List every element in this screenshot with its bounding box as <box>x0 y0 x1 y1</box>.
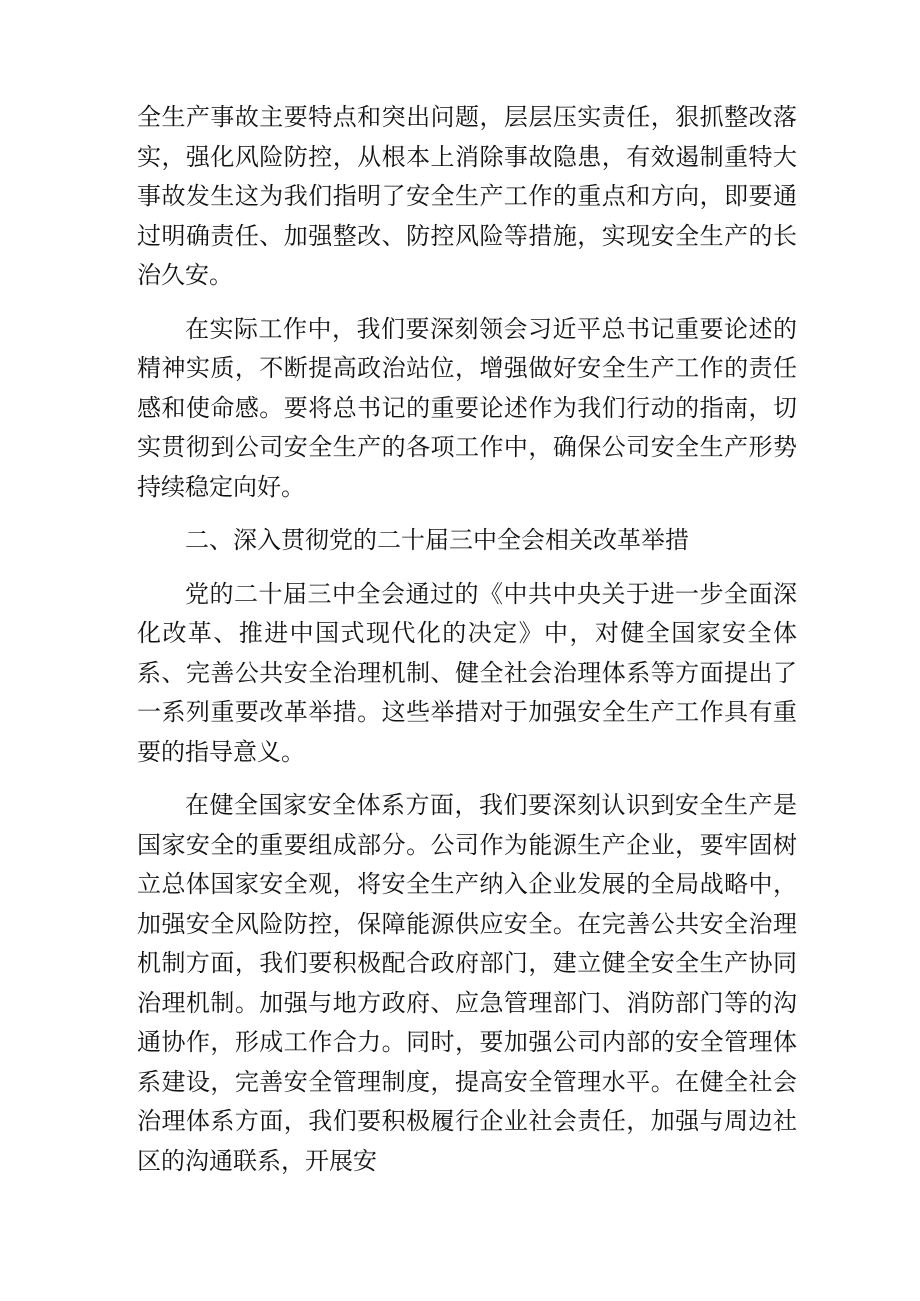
document-body <box>137 98 797 1181</box>
paragraph-gap <box>137 561 797 575</box>
paragraph-national-security: 在健全国家安全体系方面，我们要深刻认识到安全生产是国家安全的重要组成部分。公司作为能源生产企业，要牢固树立总体国家安全观，将安全生产纳入企业发展的全局战略中，加强安全风险防控，保障能源供应安全。在完善公共安全治理机制方面，我们要积极配合政府部门，建立健全安全生产协同治理机制。加强与地方政府、应急管理部门、消防部门等的沟通协作，形成工作合力。同时，要加强公司内部的安全管理体系建设，完善安全管理制度，提高安全管理水平。在健全社会治理体系方面，我们要积极履行企业社会责任，加强与周边社区的沟通联系，开展安 <box>137 791 797 1175</box>
paragraph-third-plenum: 党的二十届三中全会通过的《中共中央关于进一步全面深化改革、推进中国式现代化的决定》中，对健全国家安全体系、完善公共安全治理机制、健全社会治理体系等方面提出了一系列重要改革举措。这些举措对于加强安全生产工作具有重要的指导意义。 <box>137 579 797 766</box>
paragraph-continued: 全生产事故主要特点和突出问题，层层压实责任，狠抓整改落实，强化风险防控，从根本上消除事故隐患，有效遏制重特大事故发生这为我们指明了安全生产工作的重点和方向，即要通过明确责任、加强整改、防控风险等措施，实现安全生产的长治久安。 <box>137 103 797 289</box>
paragraph-practical-work: 在实际工作中，我们要深刻领会习近平总书记重要论述的精神实质，不断提高政治站位，增强做好安全生产工作的责任感和使命感。要将总书记的重要论述作为我们行动的指南，切实贯彻到公司安全生产的各项工作中，确保公司安全生产形势持续稳定向好。 <box>137 314 797 501</box>
section-heading-two: 二、深入贯彻党的二十届三中全会相关改革举措 <box>185 526 689 554</box>
paragraph-gap <box>137 507 797 521</box>
paragraph-gap <box>137 296 797 310</box>
paragraph-gap <box>137 772 797 786</box>
